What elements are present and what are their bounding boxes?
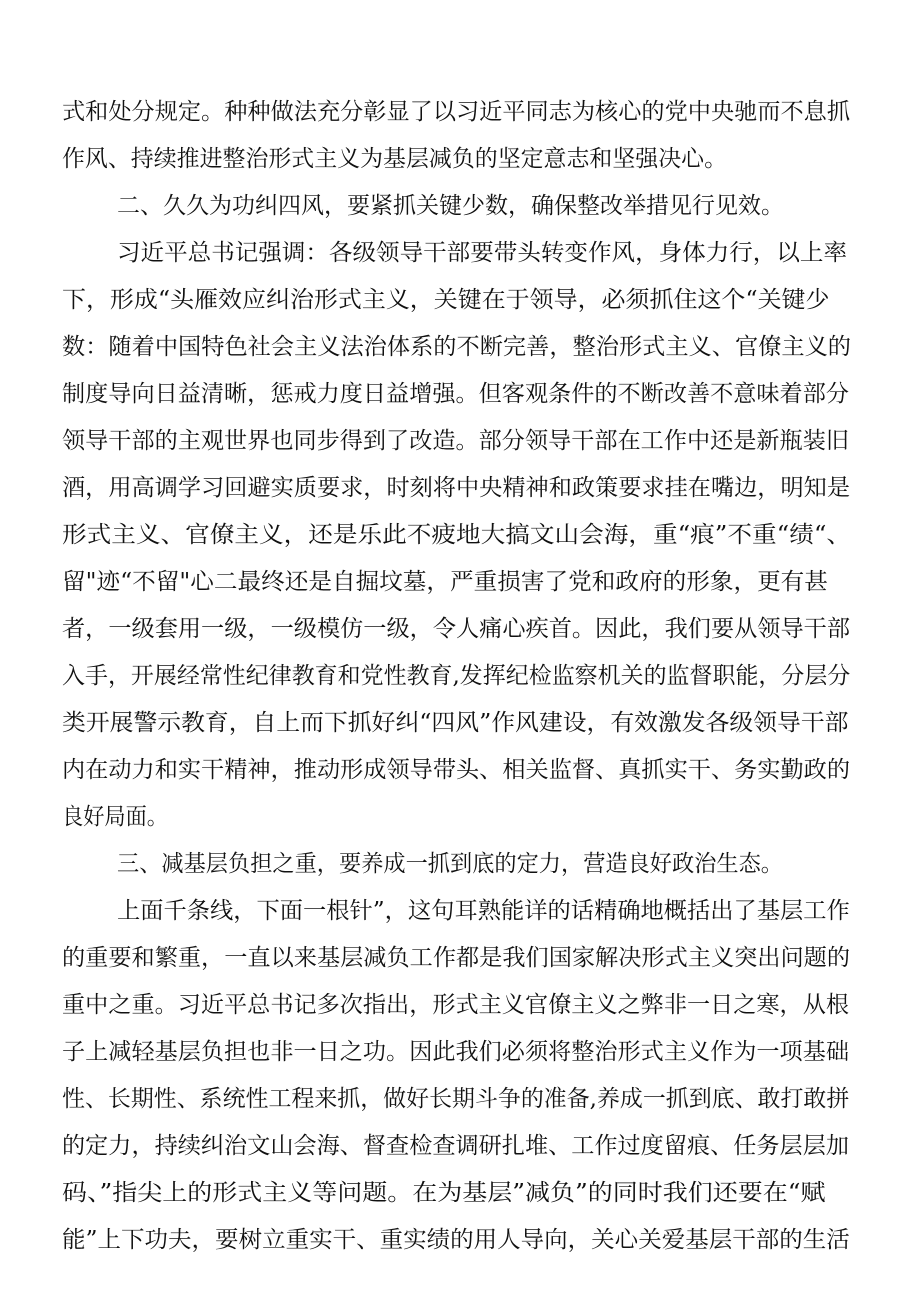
text-line-4: 习近平总书记强调：各级领导干部要带头转变作风，身体力行，以上率 [117, 240, 847, 266]
section-heading-3: 三、减基层负担之重，要养成一抓到底的定力，营造良好政治生态。 [117, 851, 783, 877]
text-line-5: 下，形成“头雁效应纠治形式主义，关键在于领导，必须抓住这个“关键少 [62, 287, 830, 313]
text-line-14: 类开展警示教育，自上而下抓好纠“四风”作风建设，有效激发各级领导干部 [62, 710, 849, 736]
text-line-22: 性、长期性、系统性工程来抓，做好长期斗争的准备,养成一抓到底、敢打敢拼 [62, 1086, 850, 1112]
text-line-1: 式和处分规定。种种做法充分彰显了以习近平同志为核心的党中央驰而不息抓 [62, 99, 850, 125]
text-line-25: 能”上下功夫，要树立重实干、重实绩的用人导向，关心关爱基层干部的生活 [62, 1227, 850, 1253]
text-line-23: 的定力，持续纠治文山会海、督查检查调研扎堆、工作过度留痕、任务层层加 [62, 1133, 850, 1159]
text-line-24: 码、”指尖上的形式主义等问题。在为基层”减负”的同时我们还要在“赋 [62, 1180, 826, 1206]
text-line-12: 者，一级套用一级，一级模仿一级，令人痛心疾首。因此，我们要从领导干部 [62, 616, 850, 642]
text-line-15: 内在动力和实干精神，推动形成领导带头、相关监督、真抓实干、务实勤政的 [62, 757, 850, 783]
text-line-7: 制度导向日益清晰，惩戒力度日益增强。但客观条件的不断改善不意味着部分 [62, 381, 850, 407]
text-line-21: 子上减轻基层负担也非一日之功。因此我们必须将整治形式主义作为一项基础 [62, 1039, 850, 1065]
text-line-9: 酒，用高调学习回避实质要求，时刻将中央精神和政策要求挂在嘴边，明知是 [62, 475, 850, 501]
text-line-11: 留"迹“不留"心二最终还是自掘坟墓，严重损害了党和政府的形象，更有甚 [62, 569, 828, 595]
text-line-8: 领导干部的主观世界也同步得到了改造。部分领导干部在工作中还是新瓶装旧 [62, 428, 850, 454]
text-line-10: 形式主义、官僚主义，还是乐此不疲地大搞文山会海，重“痕”不重“绩“、 [62, 522, 852, 548]
text-line-18: 上面千条线，下面一根针”，这句耳熟能详的话精确地概括出了基层工作 [117, 898, 850, 924]
text-line-16: 良好局面。 [62, 804, 168, 830]
text-line-13: 入手，开展经常性纪律教育和党性教育,发挥纪检监察机关的监督职能，分层分 [62, 663, 851, 689]
text-line-6: 数：随着中国特色社会主义法治体系的不断完善，整治形式主义、官僚主义的 [62, 334, 851, 360]
text-line-19: 的重要和繁重，一直以来基层减负工作都是我们国家解决形式主义突出问题的 [62, 945, 850, 971]
text-line-20: 重中之重。习近平总书记多次指出，形式主义官僚主义之弊非一日之寒，从根 [62, 992, 850, 1018]
text-line-2: 作风、持续推进整治形式主义为基层减负的坚定意志和坚强决心。 [62, 146, 727, 172]
section-heading-2: 二、久久为功纠四风，要紧抓关键少数，确保整改举措见行见效。 [117, 193, 784, 219]
